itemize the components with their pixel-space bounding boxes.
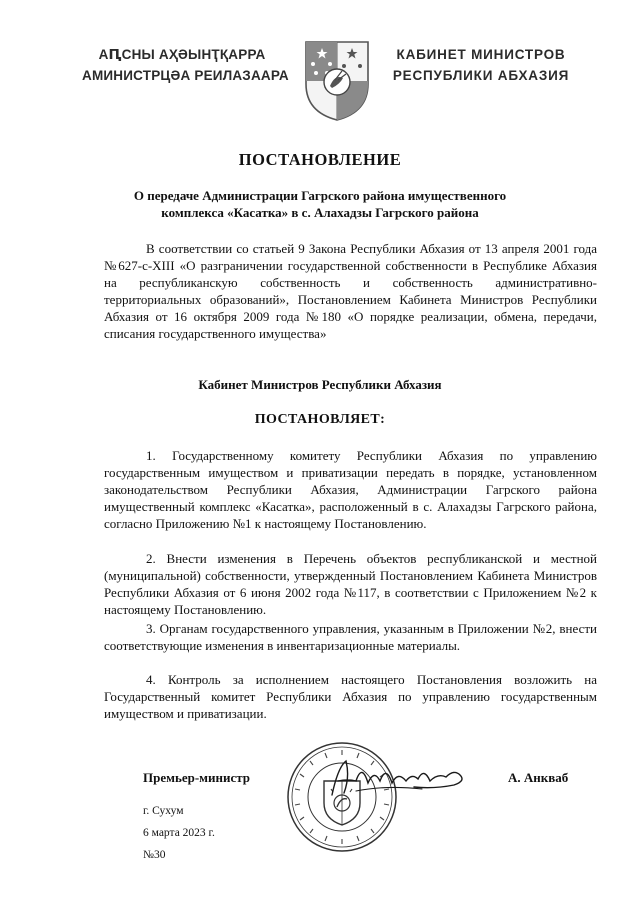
header-left-title <box>82 44 289 86</box>
item-2-paragraph: 2. Внести изменения в Перечень объектов республиканской и местной (муниципальной) собственности, утвержденный Постановлением Кабинета Министров Республики Абхазия от 6 июня 2002 года №117, в соответствии с Приложением №2 к настоящему Постановлению. <box>104 551 597 617</box>
header-left-line1: АԤСНЫ АҲӘЫНҬҚАРРА <box>98 47 266 62</box>
signatory-name: А. Анкваб <box>508 770 569 785</box>
place-of-signing: г. Сухум <box>143 805 184 817</box>
abkhazia-coat-of-arms-icon <box>302 38 372 122</box>
item-1-paragraph: 1. Государственному комитету Республики Абхазия по управлению государственным имуществом и приватизации передать в порядке, установленном законодательством Республики Абхазия, Администрации Гагрского района имущественный комплекс «Касатка», расположенный в с. Алахадзы Гагрского района, согласно Приложению №1 к настоящему Постановлению. <box>104 448 597 531</box>
issuer-line: Кабинет Министров Республики Абхазия <box>198 377 442 392</box>
document-subject <box>110 187 530 221</box>
subject-line1: О передаче Администрации Гагрского района имущественного <box>133 188 507 203</box>
subject-line2: комплекса «Касатка» в с. Алахадзы Гагрского района <box>161 205 479 220</box>
header-right-title <box>386 44 576 86</box>
preamble-paragraph: В соответствии со статьей 9 Закона Республики Абхазия от 13 апреля 2001 года №627-с-XIII «О разграничении государственной собственности в Республике Абхазия на республиканскую собственность и собственность административно-территориальных образований», Постановлением Кабинета Министров Республики Абхазия от 16 октября 2009 года №180 «О порядке реализации, обмена, передачи, списания государственного имущества» <box>104 241 597 341</box>
signatory-position: Премьер-министр <box>143 770 251 785</box>
handwritten-signature-icon <box>326 755 471 803</box>
header-right-line2: РЕСПУБЛИКИ АБХАЗИЯ <box>392 68 570 83</box>
header-left-line2: АМИНИСТРЦӘА РЕИЛАЗААРА <box>82 68 289 83</box>
header-right-line1: КАБИНЕТ МИНИСТРОВ <box>396 47 566 62</box>
item-3-paragraph: 3. Органам государственного управления, указанным в Приложении №2, внести соответствующие изменения в инвентаризационные материалы. <box>104 621 597 653</box>
item-4-paragraph: 4. Контроль за исполнением настоящего Постановления возложить на Государственный комитет Республики Абхазия по управлению государственным имуществом и приватизации. <box>104 672 597 721</box>
signing-date: 6 марта 2023 г. <box>143 827 215 839</box>
document-number: №30 <box>143 849 166 861</box>
document-title: ПОСТАНОВЛЕНИЕ <box>238 150 402 169</box>
decree-heading: ПОСТАНОВЛЯЕТ: <box>254 412 386 427</box>
